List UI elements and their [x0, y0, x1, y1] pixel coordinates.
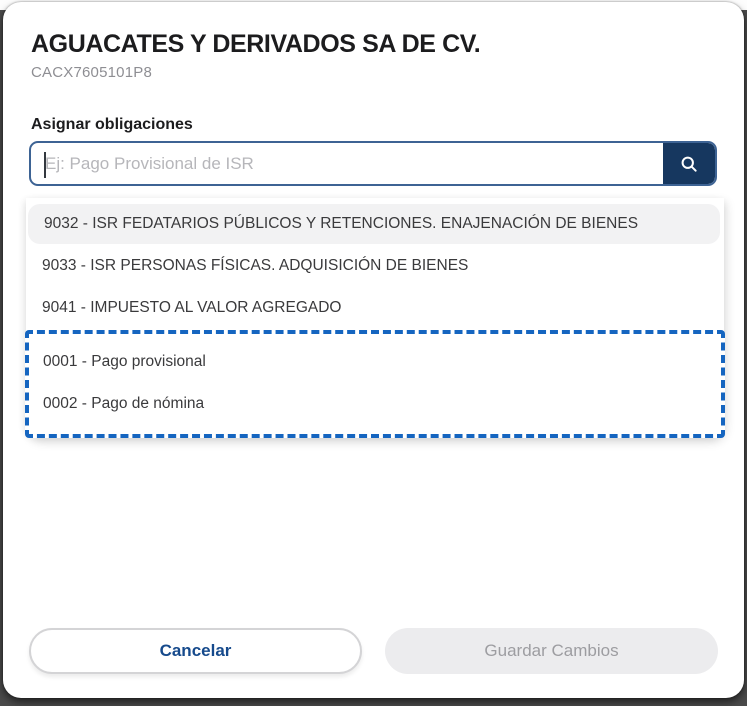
dropdown-item-9033[interactable]: 9033 - ISR PERSONAS FÍSICAS. ADQUISICIÓN DE BIENES — [26, 246, 724, 286]
obligations-dropdown — [26, 198, 724, 438]
company-title: AGUACATES Y DERIVADOS SA DE CV. — [31, 30, 481, 58]
dropdown-item-9032[interactable]: 9032 - ISR FEDATARIOS PÚBLICOS Y RETENCIONES. ENAJENACIÓN DE BIENES — [28, 204, 720, 244]
obligation-search-bar — [29, 141, 717, 186]
search-icon — [679, 154, 699, 174]
selected-obligations-group — [25, 330, 725, 438]
company-rfc: CACX7605101P8 — [31, 64, 153, 81]
search-button[interactable] — [663, 143, 715, 184]
assign-obligations-modal — [3, 2, 744, 698]
cancel-button[interactable]: Cancelar — [29, 628, 362, 674]
modal-footer — [3, 628, 744, 674]
dropdown-item-9041[interactable]: 9041 - IMPUESTO AL VALOR AGREGADO — [26, 288, 724, 328]
dropdown-item-0001[interactable]: 0001 - Pago provisional — [29, 342, 721, 382]
assign-obligations-label: Asignar obligaciones — [31, 116, 193, 133]
obligation-search-input[interactable] — [31, 143, 663, 184]
save-changes-button[interactable]: Guardar Cambios — [385, 628, 718, 674]
dropdown-item-0002[interactable]: 0002 - Pago de nómina — [29, 384, 721, 424]
